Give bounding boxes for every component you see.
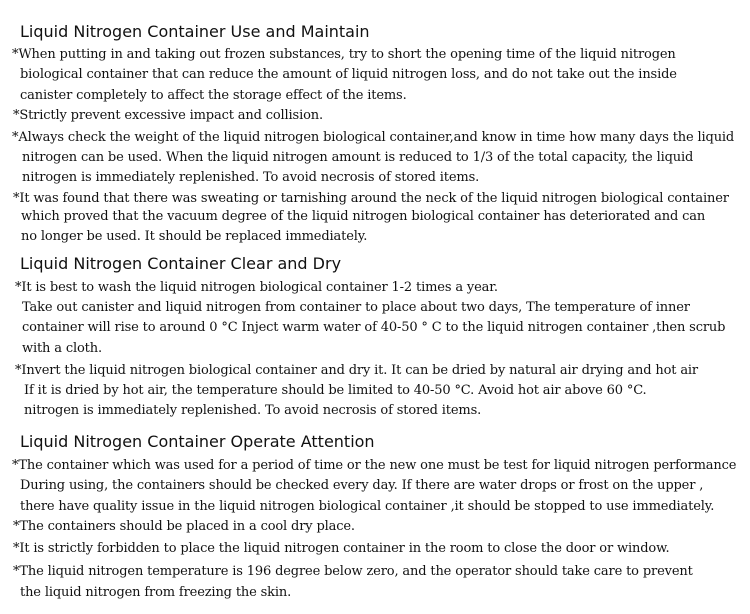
paragraph-line: *Always check the weight of the liquid nitrogen biological container,and know in time how many days the liquid — [12, 130, 735, 145]
paragraph-line: the liquid nitrogen from freezing the skin. — [20, 585, 292, 600]
section-title-operate-attention: Liquid Nitrogen Container Operate Attention — [20, 432, 375, 451]
paragraph-line: *Invert the liquid nitrogen biological container and dry it. It can be dried by natural air drying and hot air — [15, 363, 698, 378]
paragraph-line: nitrogen is immediately replenished. To avoid necrosis of stored items. — [22, 170, 480, 185]
paragraph-line: with a cloth. — [22, 341, 102, 356]
paragraph-line: *When putting in and taking out frozen substances, try to short the opening time of the liquid nitrogen — [12, 47, 676, 62]
paragraph-line: biological container that can reduce the amount of liquid nitrogen loss, and do not take out the inside — [20, 67, 677, 82]
paragraph-line: *The containers should be placed in a cool dry place. — [13, 519, 355, 534]
paragraph-line: canister completely to affect the storage effect of the items. — [20, 88, 407, 103]
paragraph-line: nitrogen can be used. When the liquid nitrogen amount is reduced to 1/3 of the total capacity, the liquid — [22, 150, 694, 165]
paragraph-line: container will rise to around 0 °C Inject warm water of 40-50 ° C to the liquid nitrogen container ,then scrub — [22, 320, 726, 335]
paragraph-line: nitrogen is immediately replenished. To avoid necrosis of stored items. — [24, 403, 482, 418]
paragraph-line: *It is best to wash the liquid nitrogen biological container 1-2 times a year. — [15, 280, 498, 295]
paragraph-line: If it is dried by hot air, the temperature should be limited to 40-50 °C. Avoid hot air above 60 °C. — [24, 383, 647, 398]
paragraph-line: *The container which was used for a period of time or the new one must be test for liquid nitrogen performance — [12, 458, 737, 473]
paragraph-line: there have quality issue in the liquid nitrogen biological container ,it should be stopped to use immediately. — [20, 499, 715, 514]
paragraph-line: During using, the containers should be checked every day. If there are water drops or frost on the upper , — [20, 478, 704, 493]
paragraph-line: *The liquid nitrogen temperature is 196 degree below zero, and the operator should take care to prevent — [13, 564, 693, 579]
section-title-clear-and-dry: Liquid Nitrogen Container Clear and Dry — [20, 254, 342, 273]
paragraph-line: *Strictly prevent excessive impact and collision. — [13, 108, 323, 123]
paragraph-line: Take out canister and liquid nitrogen from container to place about two days, The temperature of inner — [22, 300, 690, 315]
section-title-use-and-maintain: Liquid Nitrogen Container Use and Maintain — [20, 22, 370, 41]
paragraph-line: no longer be used. It should be replaced immediately. — [21, 229, 368, 244]
paragraph-line: *It was found that there was sweating or tarnishing around the neck of the liquid nitrogen biological container — [13, 191, 729, 206]
paragraph-line: which proved that the vacuum degree of the liquid nitrogen biological container has deteriorated and can — [21, 209, 706, 224]
paragraph-line: *It is strictly forbidden to place the liquid nitrogen container in the room to close the door or window. — [13, 541, 670, 556]
